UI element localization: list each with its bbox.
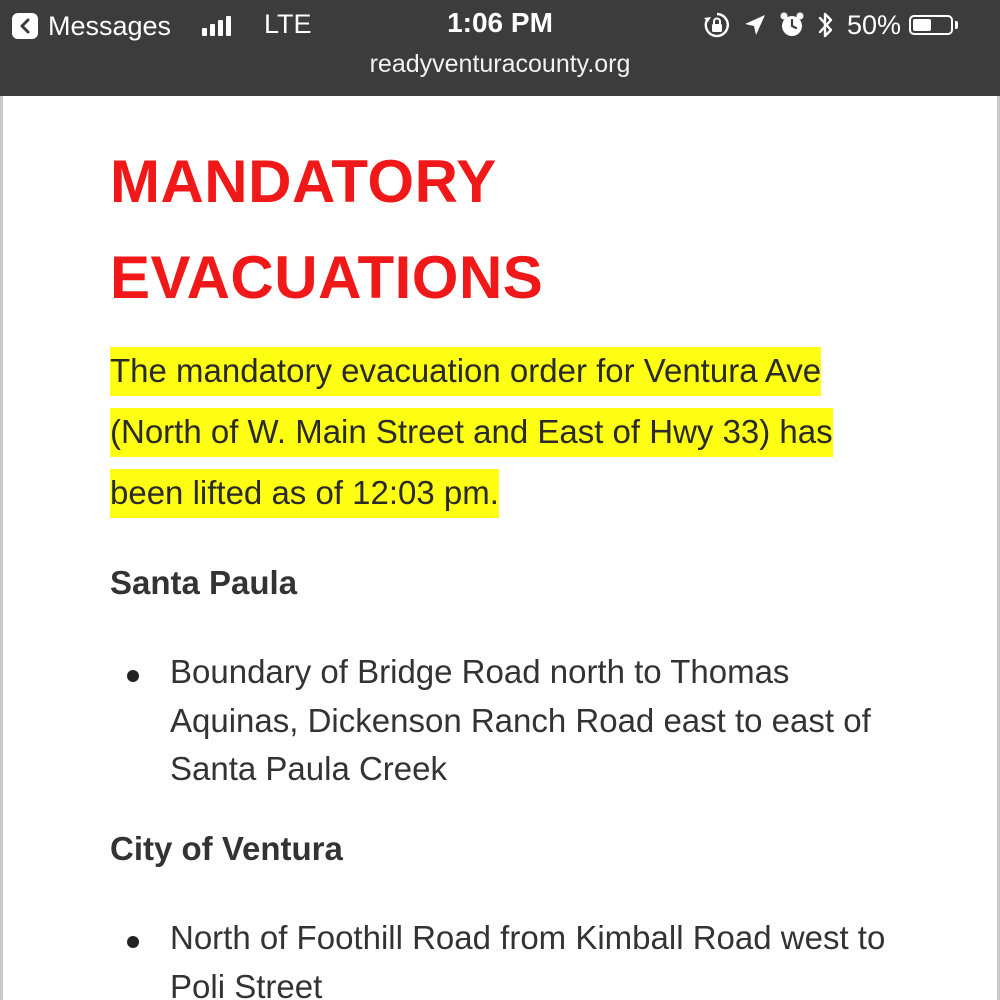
alert-text: The mandatory evacuation order for Ventura Ave (North of W. Main Street and East of Hwy 33) has been lifted as of 12:03 pm.	[110, 347, 833, 518]
section-heading-city-of-ventura: City of Ventura	[110, 830, 343, 867]
bluetooth-icon	[817, 10, 835, 40]
battery-icon	[909, 15, 953, 35]
page-content[interactable]	[0, 96, 1000, 1000]
list-item: North of Foothill Road from Kimball Road west to Poli Street	[170, 919, 886, 1000]
battery-level-fill	[913, 19, 931, 31]
section-heading-santa-paula: Santa Paula	[110, 564, 298, 601]
evacuation-lifted-alert	[110, 340, 870, 523]
page-title	[110, 134, 930, 326]
bullet-icon	[127, 936, 139, 948]
status-icons	[703, 9, 958, 41]
bullet-icon	[127, 670, 139, 682]
address-bar-url[interactable]: readyventuracounty.org	[369, 50, 631, 78]
alarm-icon	[779, 11, 805, 39]
list-item: Boundary of Bridge Road north to Thomas Aquinas, Dickenson Ranch Road east to east of Santa Paula Creek	[170, 653, 871, 787]
location-arrow-icon	[743, 12, 767, 38]
status-time: 1:06 PM	[447, 7, 553, 38]
page-title-line-2: EVACUATIONS	[110, 244, 544, 311]
page-title-line-1: MANDATORY	[110, 148, 497, 215]
network-type: LTE	[264, 9, 312, 39]
orientation-lock-icon	[703, 11, 731, 39]
battery-percent: 50%	[847, 9, 902, 40]
status-bar	[0, 0, 1000, 50]
battery-cap	[955, 21, 958, 29]
browser-top-bar	[0, 0, 1000, 96]
back-label: Messages	[48, 10, 172, 41]
